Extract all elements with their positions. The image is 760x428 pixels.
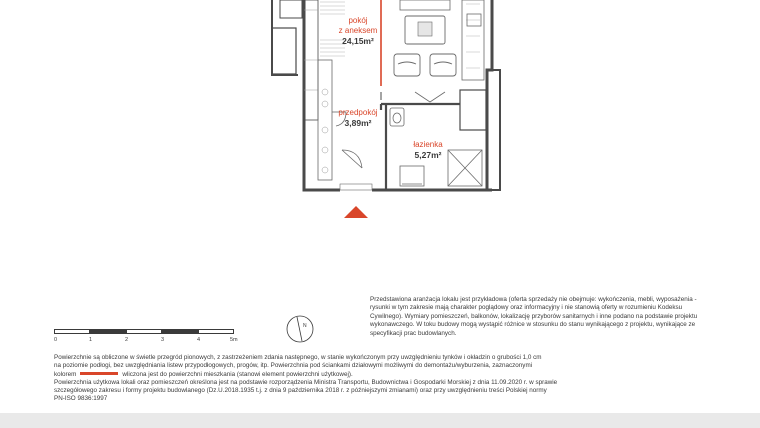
legal-line: Powierzchnie są obliczone w świetle przegród pionowych, z zastrzeżeniem zdania następnego, w stanie wykończonym przy uwzględnieniu tynków i okładzin o grubości 1,0 cm (54, 354, 542, 361)
legal-line (54, 371, 714, 379)
footer-band (0, 413, 760, 428)
scale-tick: 0 (54, 337, 58, 343)
scale-tick: 4 (197, 337, 201, 343)
room-name-line1: łazienka (413, 140, 443, 149)
disclaimer-text: Przedstawiona aranżacja lokalu jest przykładowa (oferta sprzedaży nie obejmuje: wykończenia, mebli, wyposażenia - rysunki w tym zakresie mają charakter poglądowy oraz informacyjny i nie stanowią oferty w rozumieniu Kodeksu Cywilnego). Wymiary pomieszczeń, balkonów, lokalizację przyborów sanitarnych i inne podano na podstawie projektu wykonawczego. W toku budowy mogą wystąpić różnice w stosunku do stanu wynikającego z projektu, wynikające ze specyfikacji prac budowlanych. (370, 296, 698, 337)
scale-segment (126, 329, 162, 334)
room-name-line1: przedpokój (338, 108, 378, 117)
scale-tick: 1 (89, 337, 93, 343)
legal-line: Powierzchnia użytkowa lokali oraz pomieszczeń określona jest na podstawie rozporządzenia Ministra Transportu, Budownictwa i Gospodarki Morskiej z dnia 11.09.2020 r. w sprawie (54, 378, 558, 386)
scale-segment (54, 329, 90, 334)
partition-legend-swatch (80, 372, 118, 375)
legal-notes (54, 354, 714, 404)
scale-segment (198, 329, 234, 334)
room-name-line2: z aneksem (338, 26, 378, 35)
scale-tick: 5m (230, 337, 238, 343)
legal-line: na poziomie podłogi, bez uwzględniania listew przypodłogowych, progów, itp. Powierzchnia pod ściankami działowymi możliwymi do demontażu/wyburzenia, zaznaczonymi (54, 362, 533, 370)
room-area: 3,89m² (344, 118, 372, 128)
room-name-line1: pokój (348, 16, 368, 25)
room-area: 24,15m² (342, 36, 374, 46)
legal-line: szczegółowego zakresu i formy projektu budowlanego (Dz.U.2018.1935 t.j. z dnia 9 października 2018 r. z późniejszymi zmianami) oraz przy uwzględnieniu treści Polskiej normy (54, 387, 547, 395)
legal-line: PN-ISO 9836:1997 (54, 395, 108, 403)
compass-icon (285, 314, 315, 344)
legal-text: wliczona jest do powierzchni mieszkania (stanowi element powierzchni użytkowej). (122, 370, 353, 378)
legal-text: kolorem (54, 370, 77, 378)
scale-segment (162, 329, 198, 334)
scale-segment (90, 329, 126, 334)
room-label-living (328, 16, 388, 46)
scale-bar (54, 325, 244, 349)
scale-tick: 2 (125, 337, 129, 343)
room-label-hallway (328, 108, 388, 128)
scale-tick: 3 (161, 337, 165, 343)
room-area: 5,27m² (414, 150, 442, 160)
room-label-bathroom (400, 140, 456, 160)
compass-label: N (303, 323, 307, 329)
